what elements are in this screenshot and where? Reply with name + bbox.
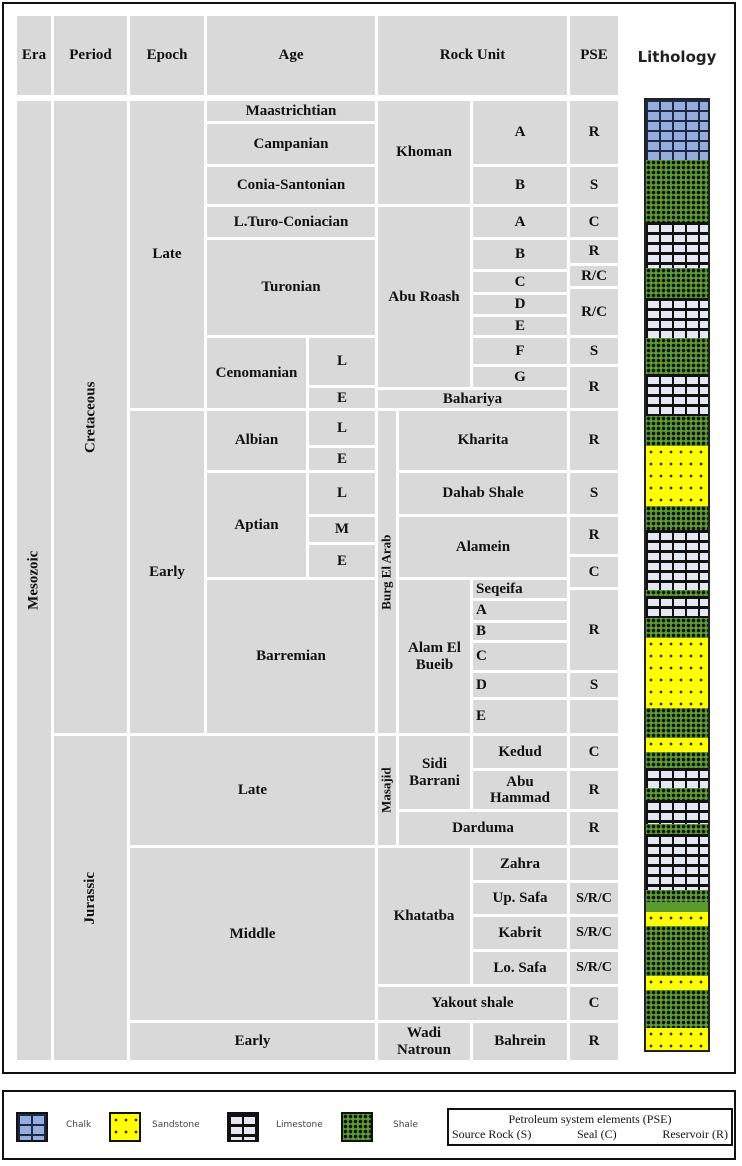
age-cenomanian-late: L (309, 338, 375, 385)
age-aptian-middle: M (309, 517, 375, 542)
lithology-segment-shale (646, 160, 708, 222)
lithology-segment-lime (646, 596, 708, 618)
sandstone-swatch-icon (109, 1112, 141, 1142)
header-era: Era (17, 16, 51, 95)
epoch-jurassic-early: Early (130, 1023, 375, 1060)
unit-aeb-e: E (473, 700, 567, 733)
pse-khoman-a: R (570, 101, 618, 164)
lithology-segment-lime (646, 768, 708, 788)
unit-bahariya: Bahariya (378, 390, 567, 408)
pse-bahrein: R (570, 1023, 618, 1060)
pse-abu-roash-f: S (570, 338, 618, 364)
age-albian-early: E (309, 448, 375, 470)
pse-lo-safa: S/R/C (570, 952, 618, 984)
unit-kharita: Kharita (399, 411, 567, 470)
period-cretaceous: Cretaceous (54, 101, 127, 733)
unit-aeb-seqeifa: Seqeifa (473, 580, 567, 598)
shale-swatch-icon (341, 1112, 373, 1142)
unit-masajid: Masajid (378, 736, 396, 845)
pse-aeb-e (570, 700, 618, 733)
legend-shale-label: Shale (393, 1120, 418, 1130)
lithology-segment-lime (646, 530, 708, 590)
age-albian-late: L (309, 411, 375, 445)
header-pse: PSE (570, 16, 618, 95)
age-cenomanian: Cenomanian (207, 338, 306, 408)
lithology-segment-shale (646, 890, 708, 902)
legend (2, 1090, 736, 1160)
unit-abu-roash-b: B (473, 240, 567, 269)
pse-kharita: R (570, 411, 618, 470)
lithology-segment-lime (646, 222, 708, 268)
legend-limestone-label: Limestone (276, 1120, 323, 1130)
unit-sidi-barrani: Sidi Barrani (399, 736, 470, 809)
lithology-segment-sand (646, 976, 708, 990)
unit-bahrein: Bahrein (473, 1023, 567, 1060)
lithology-segment-shale (646, 618, 708, 638)
header-period: Period (54, 16, 127, 95)
pse-legend-reservoir: Reservoir (R) (662, 1127, 728, 1141)
lithology-segment-shale (646, 926, 708, 976)
lithology-segment-shale (646, 708, 708, 738)
lithology-segment-shale (646, 990, 708, 1028)
pse-alamein-c: C (570, 557, 618, 587)
header-rock-unit: Rock Unit (378, 16, 567, 95)
epoch-jurassic-late: Late (130, 736, 375, 845)
unit-aeb-d: D (473, 673, 567, 697)
pse-dahab-shale: S (570, 473, 618, 514)
pse-khoman-b: S (570, 167, 618, 204)
chalk-swatch-icon (16, 1112, 48, 1142)
unit-khoman: Khoman (378, 101, 470, 204)
pse-aeb-r: R (570, 590, 618, 670)
unit-abu-roash-f: F (473, 338, 567, 364)
age-maastrichtian: Maastrichtian (207, 101, 375, 121)
unit-zahra: Zahra (473, 848, 567, 880)
pse-yakout-shale: C (570, 987, 618, 1020)
lithology-segment-shale (646, 752, 708, 768)
lithology-segment-shale (646, 824, 708, 834)
epoch-cretaceous-early: Early (130, 411, 204, 733)
age-aptian-early: E (309, 545, 375, 577)
lithology-segment-shale (646, 506, 708, 530)
limestone-swatch-icon (227, 1112, 259, 1142)
epoch-cretaceous-late: Late (130, 101, 204, 408)
unit-khoman-b: B (473, 167, 567, 204)
unit-lo-safa: Lo. Safa (473, 952, 567, 984)
header-lithology: Lithology (637, 48, 717, 66)
pse-legend-seal: Seal (C) (577, 1127, 617, 1141)
lithology-segment-lime (646, 374, 708, 416)
unit-yakout-shale: Yakout shale (378, 987, 567, 1020)
pse-abu-roash-g-bahariya: R (570, 367, 618, 408)
lithology-segment-lime (646, 834, 708, 890)
unit-khoman-a: A (473, 101, 567, 164)
lithology-segment-sand (646, 638, 708, 708)
pse-abu-roash-c: R/C (570, 266, 618, 286)
pse-up-safa: S/R/C (570, 883, 618, 914)
unit-up-safa: Up. Safa (473, 883, 567, 914)
pse-abu-roash-a: C (570, 207, 618, 237)
lithology-segment-shale (646, 338, 708, 374)
unit-aeb-c: C (473, 643, 567, 670)
age-l-turo-coniacian: L.Turo-Coniacian (207, 207, 375, 237)
unit-aeb-b: B (473, 623, 567, 640)
epoch-jurassic-middle: Middle (130, 848, 375, 1020)
age-cenomanian-early: E (309, 388, 375, 408)
pse-aeb-s: S (570, 673, 618, 697)
pse-alamein-r: R (570, 517, 618, 554)
unit-khatatba: Khatatba (378, 848, 470, 984)
lithology-segment-sand (646, 446, 708, 506)
unit-abu-roash-d: D (473, 295, 567, 314)
pse-abu-roash-de: R/C (570, 289, 618, 335)
lithology-column (644, 98, 710, 1052)
age-barremian: Barremian (207, 580, 375, 733)
header-age: Age (207, 16, 375, 95)
unit-alam-el-bueib: Alam El Bueib (399, 580, 470, 733)
age-turonian: Turonian (207, 240, 375, 335)
pse-kabrit: S/R/C (570, 917, 618, 949)
unit-kabrit: Kabrit (473, 917, 567, 949)
unit-wadi-natroun: Wadi Natroun (378, 1023, 470, 1060)
lithology-segment-shale (646, 416, 708, 446)
pse-legend-box (447, 1108, 733, 1146)
unit-abu-roash-a: A (473, 207, 567, 237)
lithology-segment-sand (646, 1028, 708, 1050)
legend-sandstone-label: Sandstone (152, 1120, 200, 1130)
unit-alamein: Alamein (399, 517, 567, 577)
unit-abu-roash-g: G (473, 367, 567, 387)
unit-burg-el-arab: Burg El Arab (378, 411, 396, 733)
unit-dahab-shale: Dahab Shale (399, 473, 567, 514)
pse-darduma: R (570, 812, 618, 845)
header-epoch: Epoch (130, 16, 204, 95)
pse-kedud: C (570, 736, 618, 768)
age-albian: Albian (207, 411, 306, 470)
era-mesozoic: Mesozoic (17, 101, 51, 1060)
pse-abu-roash-b: R (570, 240, 618, 263)
pse-abu-hammad: R (570, 771, 618, 809)
legend-chalk-label: Chalk (66, 1120, 92, 1130)
lithology-segment-chalk (646, 100, 708, 160)
age-conia-santonian: Conia-Santonian (207, 167, 375, 204)
unit-abu-roash-e: E (473, 317, 567, 335)
lithology-segment-shale (646, 788, 708, 800)
lithology-segment-sand (646, 738, 708, 752)
unit-aeb-a: A (473, 601, 567, 620)
period-jurassic: Jurassic (54, 736, 127, 1060)
pse-legend-title: Petroleum system elements (PSE) (508, 1112, 672, 1126)
age-campanian: Campanian (207, 124, 375, 164)
lithology-segment-sand (646, 912, 708, 926)
unit-abu-roash-c: C (473, 272, 567, 292)
pse-legend-source-rock: Source Rock (S) (452, 1127, 532, 1141)
lithology-segment-shale (646, 268, 708, 298)
unit-abu-hammad: Abu Hammad (473, 771, 567, 809)
age-aptian-late: L (309, 473, 375, 514)
age-aptian: Aptian (207, 473, 306, 577)
unit-kedud: Kedud (473, 736, 567, 768)
unit-abu-roash: Abu Roash (378, 207, 470, 387)
pse-zahra (570, 848, 618, 880)
lithology-segment-lime (646, 800, 708, 824)
unit-darduma: Darduma (399, 812, 567, 845)
lithology-segment-lime (646, 298, 708, 338)
